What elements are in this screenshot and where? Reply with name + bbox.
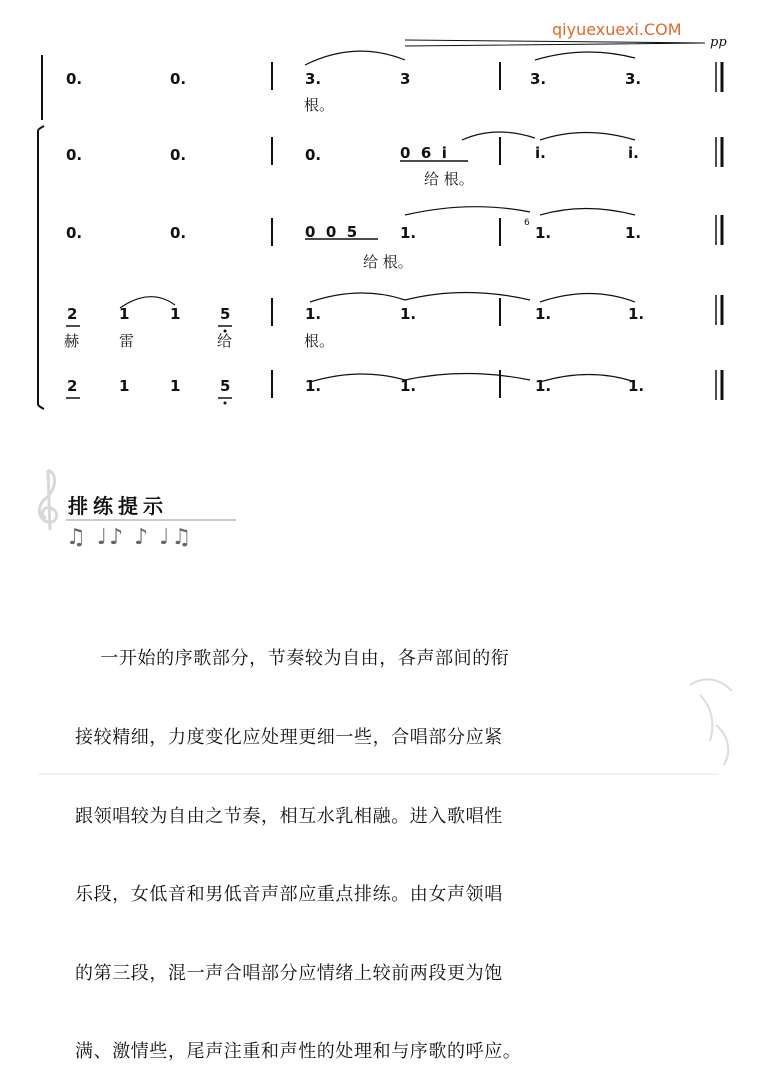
slur	[405, 207, 530, 215]
sketch-decoration-icon	[680, 665, 750, 775]
lyric: 给 根。	[424, 170, 474, 188]
note: 2	[67, 377, 78, 395]
slur	[540, 375, 635, 383]
note: 1.	[535, 377, 552, 395]
slur	[305, 51, 405, 65]
slur	[462, 132, 535, 140]
note: 1.	[628, 305, 645, 323]
note: 1	[170, 377, 181, 395]
paragraph-line: 的第三段，混一声合唱部分应情绪上较前两段更为饱	[75, 962, 503, 984]
note: 1.	[305, 305, 322, 323]
note: 0 0 5	[305, 223, 358, 241]
dynamic-marking: pp	[710, 35, 727, 50]
note: 0.	[170, 70, 187, 88]
slur	[310, 374, 405, 382]
lyric: 雷	[119, 332, 135, 350]
note: 0.	[66, 224, 83, 242]
note: 1.	[628, 377, 645, 395]
final-barlines	[716, 62, 722, 400]
paragraph-line: 跟领唱较为自由之节奏，相互水乳相融。进入歌唱性	[75, 805, 503, 827]
watermark-text: qiyuexuexi.COM	[552, 20, 682, 39]
decrescendo-hairpin	[405, 40, 705, 46]
slur	[310, 293, 405, 302]
note: 0.	[66, 70, 83, 88]
note: 0.	[305, 146, 322, 164]
slur	[540, 294, 635, 303]
instruction-paragraph	[75, 594, 521, 1092]
treble-clef-icon	[28, 464, 68, 534]
note: 3	[400, 70, 411, 88]
note: 1.	[535, 305, 552, 323]
lyric: 根。	[304, 332, 335, 350]
note: 2	[67, 305, 78, 323]
note: 1.	[305, 377, 322, 395]
note: 0.	[170, 224, 187, 242]
music-notes-icon: ♫ ♩♪ ♪ ♩♫	[66, 525, 194, 550]
svg-text:6: 6	[524, 218, 530, 228]
note: 1	[119, 377, 130, 395]
note: 1.	[400, 305, 417, 323]
note: 0 6 i	[400, 144, 447, 162]
paragraph-line: 乐段，女低音和男低音声部应重点排练。由女声领唱	[75, 884, 503, 906]
note: 1	[119, 305, 130, 323]
note: 1.	[400, 224, 417, 242]
paragraph-line: 一开始的序歌部分，节奏较为自由，各声部间的衔	[75, 648, 510, 670]
note: 5	[220, 305, 231, 323]
note: 1	[170, 305, 181, 323]
note: i.	[535, 144, 546, 162]
score-lines	[0, 0, 760, 420]
slur	[535, 52, 635, 60]
paragraph-line: 满、激情些，尾声注重和声性的处理和与序歌的呼应。	[75, 1041, 522, 1063]
note: 1.	[400, 377, 417, 395]
note: 0.	[66, 146, 83, 164]
slur	[540, 209, 635, 216]
note: 3.	[305, 70, 322, 88]
paragraph-line: 接较精细，力度变化应处理更细一些，合唱部分应紧	[75, 727, 503, 749]
note: 5	[220, 377, 231, 395]
slur	[405, 293, 530, 301]
page-bottom-line	[38, 772, 718, 776]
slur	[405, 374, 530, 381]
note: 3.	[530, 70, 547, 88]
note: 3.	[625, 70, 642, 88]
lyric: 根。	[304, 96, 335, 114]
lyric: 赫	[64, 332, 80, 350]
note: 1.	[625, 224, 642, 242]
lyric: 给 根。	[363, 253, 413, 271]
bracket-hook-bottom	[38, 405, 44, 409]
section-title: 排练提示	[68, 494, 168, 518]
bracket-hook-top	[38, 126, 44, 130]
note: 1.	[535, 224, 552, 242]
heading-underline	[66, 517, 236, 523]
lyric: 给	[217, 332, 233, 350]
note: 0.	[170, 146, 187, 164]
note: i.	[628, 144, 639, 162]
slur	[540, 133, 635, 141]
